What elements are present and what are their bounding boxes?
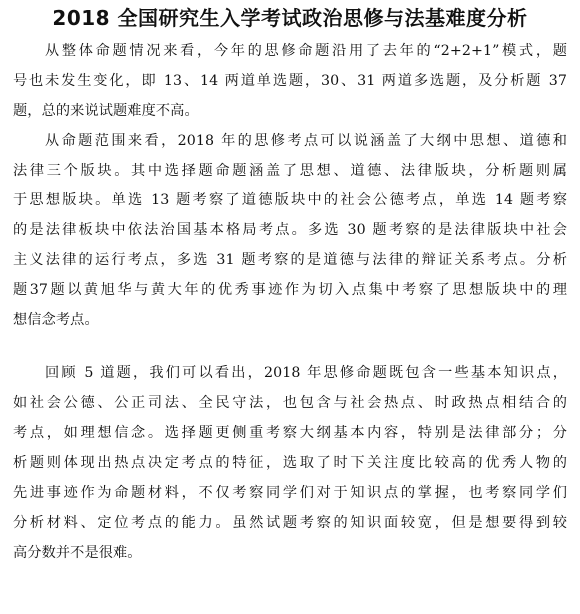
paragraph-line: 分析材料、定位考点的能力。虽然试题考察的知识面较宽，但是想要得到较 xyxy=(13,515,567,531)
paragraph-line: 号也未发生变化，即 13、14 两道单选题，30、31 两道多选题，及分析题 37 xyxy=(13,73,567,89)
paragraph-line: 考点，如理想信念。选择题更侧重考察大纲基本内容，特别是法律部分；分 xyxy=(13,425,567,441)
paragraph-line: 的是法律板块中依法治国基本格局考点。多选 30 题考察的是法律版块中社会 xyxy=(13,222,567,238)
paragraph-line: 回顾 5 道题，我们可以看出，2018 年思修命题既包含一些基本知识点， xyxy=(45,365,567,381)
paragraph-line: 想信念考点。 xyxy=(13,312,99,328)
paragraph-line: 高分数并不是很难。 xyxy=(13,545,142,561)
paragraph-line: 先进事迹作为命题材料，不仅考察同学们对于知识点的掌握，也考察同学们 xyxy=(13,485,567,501)
paragraph-line: 于思想版块。单选 13 题考察了道德版块中的社会公德考点，单选 14 题考察 xyxy=(13,192,567,208)
paragraph-line: 析题则体现出热点决定考点的特征，选取了时下关注度比较高的优秀人物的 xyxy=(13,455,567,471)
paragraph-line: 主义法律的运行考点，多选 31 题考察的是道德与法律的辩证关系考点。分析 xyxy=(13,252,567,268)
paragraph-line: 从整体命题情况来看，今年的思修命题沿用了去年的“2+2+1”模式，题 xyxy=(45,43,567,59)
paragraph-line: 题，总的来说试题难度不高。 xyxy=(13,103,199,119)
paragraph-line: 题37题以黄旭华与黄大年的优秀事迹作为切入点集中考察了思想版块中的理 xyxy=(13,282,567,298)
paragraph-line: 从命题范围来看，2018 年的思修考点可以说涵盖了大纲中思想、道德和 xyxy=(45,133,567,149)
paragraph-line: 法律三个版块。其中选择题命题涵盖了思想、道德、法律版块，分析题则属 xyxy=(13,163,567,179)
paragraph-line: 如社会公德、公正司法、全民守法，也包含与社会热点、时政热点相结合的 xyxy=(13,395,567,411)
document-title: 2018 全国研究生入学考试政治思修与法基难度分析 xyxy=(52,6,528,30)
